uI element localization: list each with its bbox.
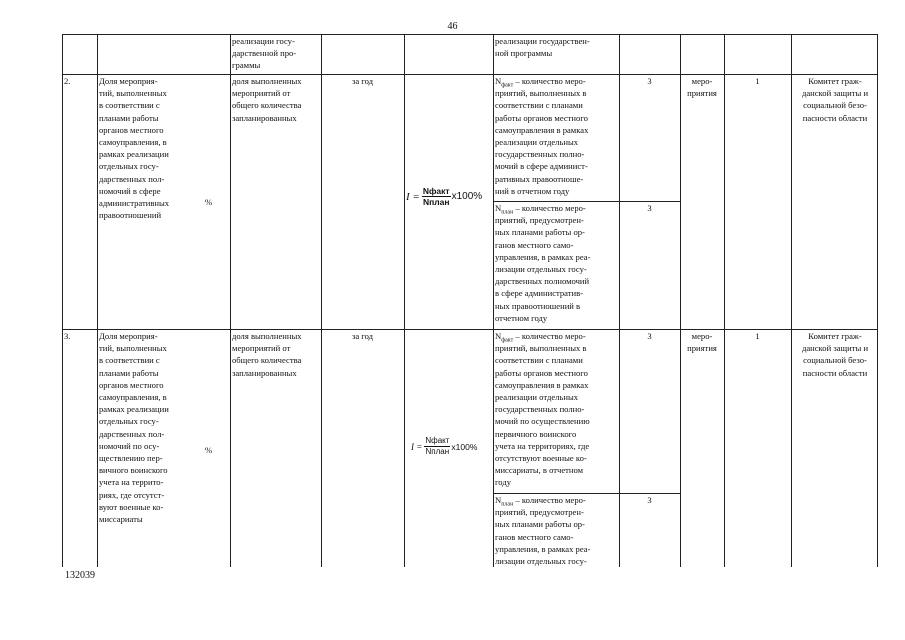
column-divider — [680, 34, 681, 567]
formula-numerator: Nфакт — [422, 186, 450, 196]
variable-subscript: факт — [501, 337, 514, 344]
variable-description — [495, 75, 619, 197]
indicator-name: Доля мероприя- тий, выполненных в соответствии с планами работы органов местного самоуправления, в рамках реализации отдельных госу- дарственных пол- номочий в сфере административных правоотношений — [99, 76, 170, 221]
variable-description — [495, 330, 619, 489]
variable-text: – количество меро- приятий, выполненных в соответствии с планами работы органов местного самоуправления в рамках реализации отдельных государственных полно- мочий по осуществлению первичного воинского учета на территориях, где отсутствуют военные ко- миссариаты, в отчетном году — [495, 331, 590, 488]
formula-lhs: I = — [411, 441, 423, 452]
formula-denominator: Nплан — [422, 197, 450, 207]
table-border-top — [62, 34, 878, 35]
base-value: 1 — [755, 76, 760, 86]
continuation-formula-desc: реализации государствен- ной программы — [495, 36, 590, 59]
indicator-definition: доля выполненных мероприятий от общего количества запланированных — [232, 331, 302, 378]
variable-text: – количество меро- приятий, предусмотрен- ных планами работы ор- ганов местного само- управления, в рамках реа- лизации отдельных госу- — [495, 495, 591, 567]
responsible-body: Комитет граж- данской защиты и социальной безо- пасности области — [801, 331, 869, 378]
variable-text: – количество меро- приятий, предусмотрен- ных планами работы ор- ганов местного само- управления, в рамках реа- лизации отдельных госу- дарственных полномочий в сфере административ- ных правоотношений в отчетном году — [495, 203, 591, 323]
indicator-unit: % — [205, 197, 213, 207]
variable-symbol: N — [495, 495, 502, 505]
calculation-formula — [406, 186, 482, 207]
column-divider — [97, 34, 98, 567]
column-divider — [321, 34, 322, 567]
variable-text: – количество меро- приятий, выполненных в соответствии с планами работы органов местного самоуправления в рамках реализации отдельных государственных полно- мочий в сфере админист- ративных правоотноше- ний в отчетном году — [495, 76, 589, 196]
formula-fraction — [422, 186, 451, 207]
page-number: 46 — [447, 21, 458, 32]
column-divider — [493, 34, 494, 567]
indicator-period: за год — [351, 76, 374, 86]
variable-symbol: N — [495, 203, 502, 213]
variable-value: 3 — [647, 203, 652, 213]
column-divider — [619, 34, 620, 567]
column-divider — [724, 34, 725, 567]
row-number: 3. — [64, 331, 71, 341]
formula-multiplier: x100% — [451, 441, 478, 452]
calculation-formula — [411, 436, 477, 457]
variable-subscript: факт — [501, 82, 514, 89]
indicator-unit: % — [205, 445, 213, 455]
column-divider — [404, 34, 405, 567]
continuation-indicator-text: реализации госу- дарственной про- граммы — [232, 36, 297, 71]
measure-unit: меро- приятия — [687, 331, 717, 354]
variable-value: 3 — [647, 331, 652, 341]
responsible-body: Комитет граж- данской защиты и социальной безо- пасности области — [801, 76, 869, 123]
indicator-definition: доля выполненных мероприятий от общего количества запланированных — [232, 76, 302, 123]
base-value: 1 — [755, 331, 760, 341]
formula-lhs: I = — [406, 190, 420, 203]
column-divider — [230, 34, 231, 567]
variable-value: 3 — [647, 495, 652, 505]
variable-value: 3 — [647, 76, 652, 86]
formula-denominator: Nплан — [425, 447, 450, 456]
document-id: 132039 — [65, 570, 95, 581]
variable-symbol: N — [495, 331, 502, 341]
formula-fraction — [424, 436, 450, 457]
variable-subscript: план — [501, 209, 514, 216]
variable-description — [495, 494, 619, 567]
indicator-name: Доля мероприя- тий, выполненных в соответствии с планами работы органов местного самоуправления, в рамках реализации отдельных госу- дарственных пол- номочий по осу- ществлению пер- вичного воинского учета на террито- риях, где отсутст- вуют военные ко- миссариаты — [99, 331, 169, 525]
formula-numerator: Nфакт — [425, 436, 450, 445]
variable-subscript: план — [501, 501, 514, 508]
variable-symbol: N — [495, 76, 502, 86]
variable-description — [495, 202, 619, 324]
indicator-period: за год — [351, 331, 374, 341]
row-number: 2. — [64, 76, 71, 86]
measure-unit: меро- приятия — [687, 76, 717, 99]
column-divider — [62, 34, 63, 567]
formula-multiplier: x100% — [451, 191, 483, 202]
